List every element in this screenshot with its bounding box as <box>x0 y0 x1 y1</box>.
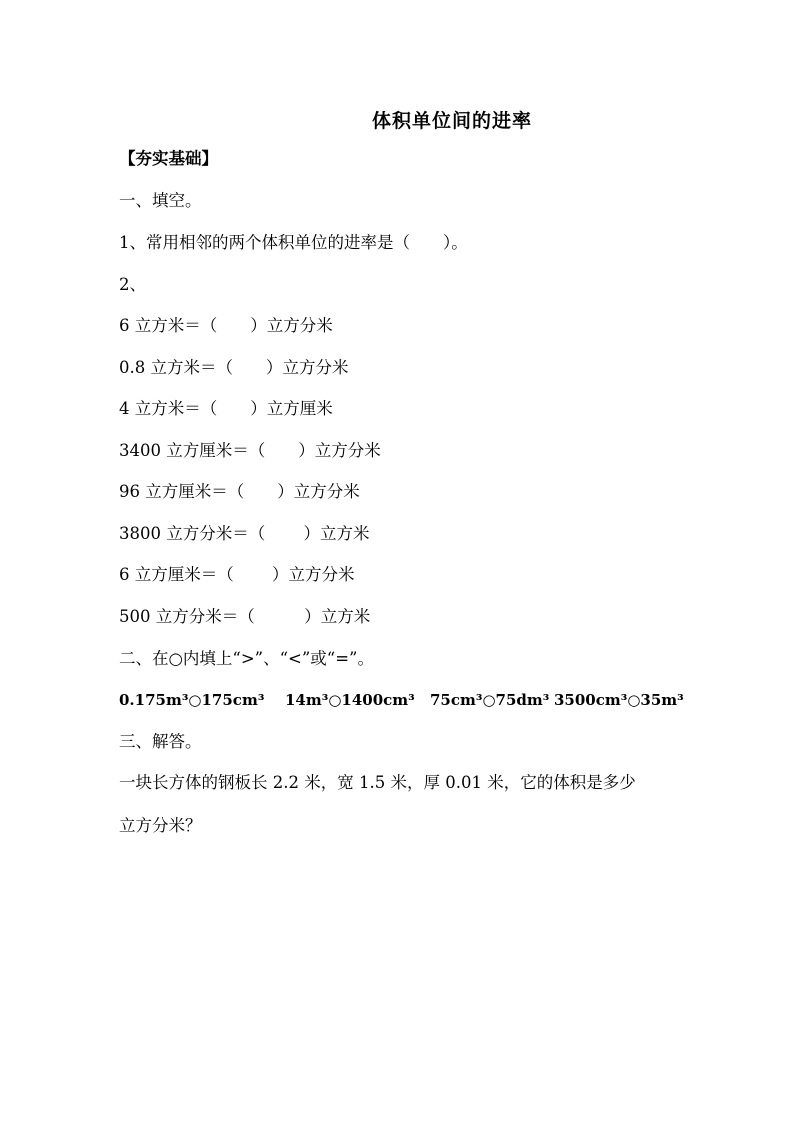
question-1: 1、常用相邻的两个体积单位的进率是（ ）。 <box>119 233 468 252</box>
problem-text-line-2: 立方分米？ <box>119 816 202 835</box>
problem-text-line-1: 一块长方体的钢板长 2.2 米，宽 1.5 米，厚 0.01 米，它的体积是多少 <box>119 773 636 792</box>
conversion-item: 96 立方厘米＝（ ）立方分米 <box>119 482 360 501</box>
question-2-label: 2、 <box>119 275 146 294</box>
conversion-item: 3400 立方厘米＝（ ）立方分米 <box>119 441 381 460</box>
conversion-item: 6 立方厘米＝（ ）立方分米 <box>119 565 355 584</box>
comparison-item: 3500cm³○35m³ <box>554 691 684 709</box>
comparison-item: 14m³○1400cm³ <box>285 691 415 709</box>
comparison-item: 75cm³○75dm³ <box>430 691 550 709</box>
conversion-item: 4 立方米＝（ ）立方厘米 <box>119 399 333 418</box>
comparison-item: 0.175m³○175cm³ <box>119 691 265 709</box>
conversion-item: 6 立方米＝（ ）立方分米 <box>119 316 333 335</box>
page-title: 体积单位间的进率 <box>372 110 533 132</box>
part2-heading: 二、在○内填上“>”、“<”或“=”。 <box>119 649 374 668</box>
conversion-item: 0.8 立方米＝（ ）立方分米 <box>119 358 349 377</box>
conversion-item: 3800 立方分米＝（ ）立方米 <box>119 524 370 543</box>
part3-heading: 三、解答。 <box>119 732 202 751</box>
conversion-item: 500 立方分米＝（ ）立方米 <box>119 607 371 626</box>
part1-heading: 一、填空。 <box>119 191 202 210</box>
section-heading: 【夯实基础】 <box>119 149 218 168</box>
